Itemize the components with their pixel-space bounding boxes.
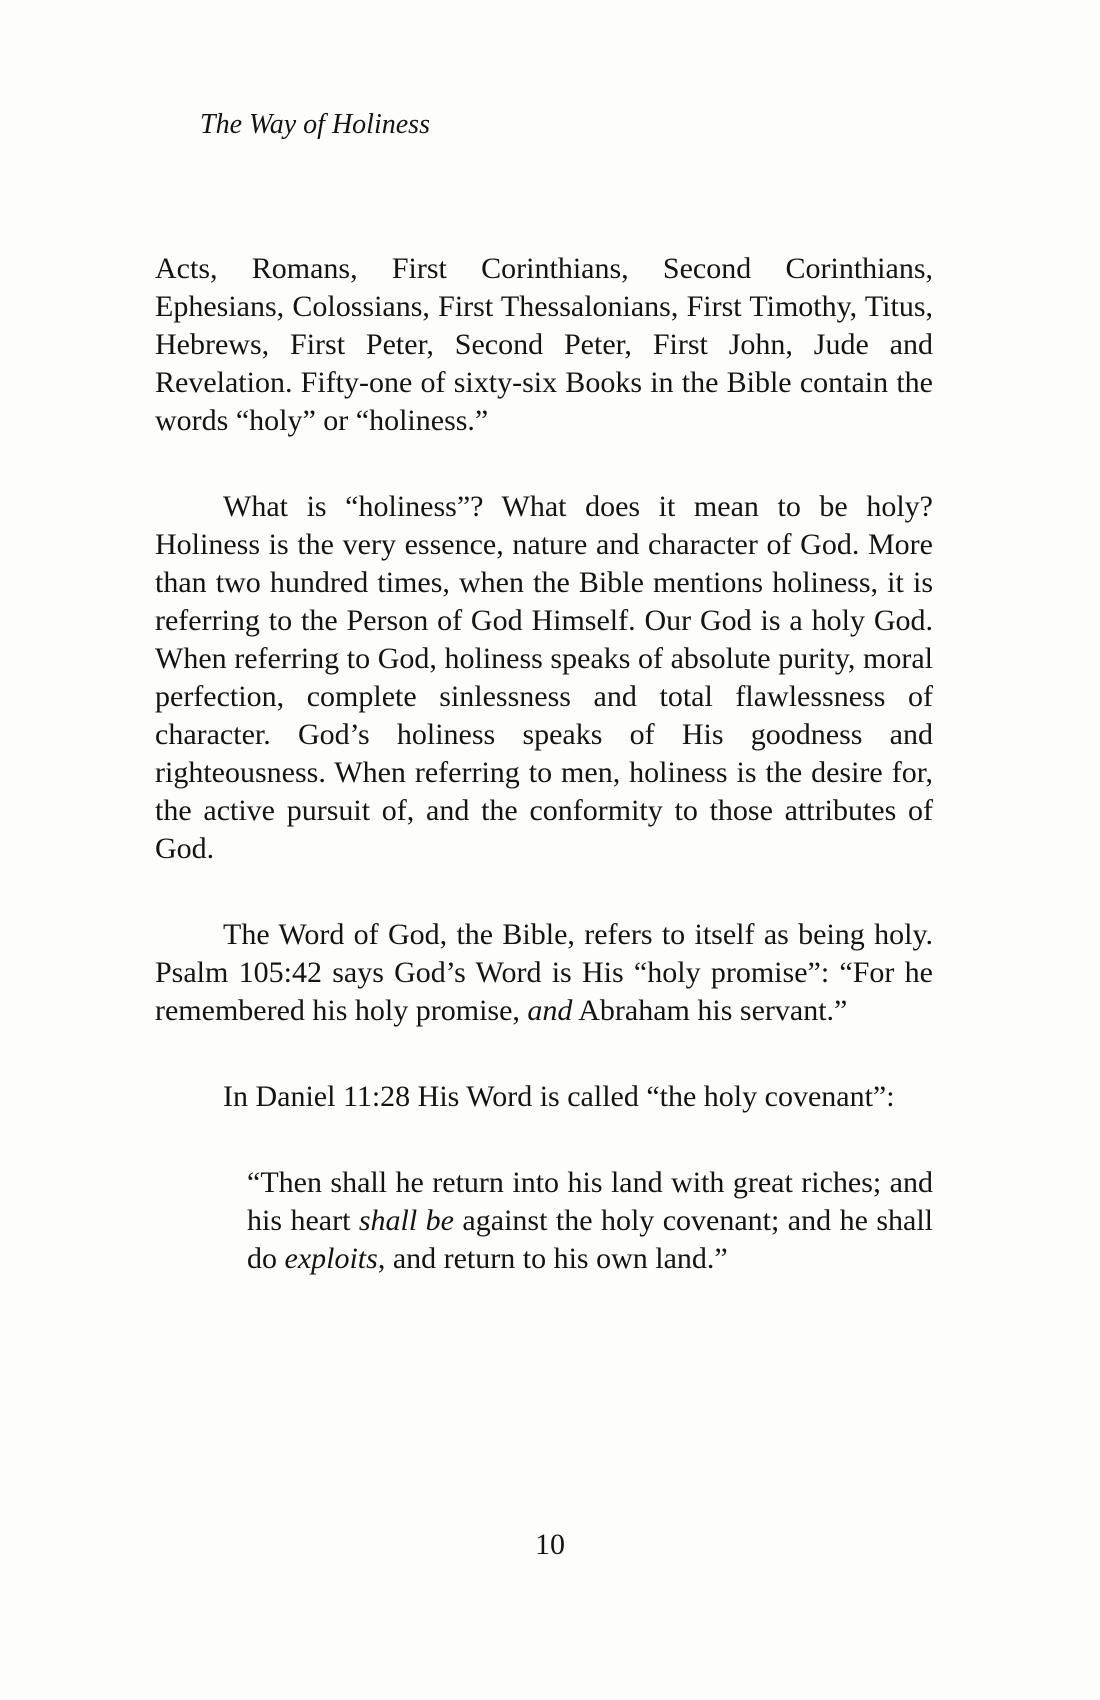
text-segment: What is “holiness”? What does it mean to be holy? Holiness is the very essence, nature and character of God. More than two hundred times, when the Bible mentions holiness, it is referring to the Person of God Himself. Our God is a holy God. When referring to God, holiness speaks of absolute purity, moral perfection, complete sinlessness and total flawlessness of character. God’s holiness speaks of His goodness and righteousness. When referring to men, holiness is the desire for, the active pursuit of, and the conformity to those attributes of God.: [155, 490, 933, 865]
paragraph: [155, 1078, 933, 1116]
text-segment: In Daniel 11:28 His Word is called “the holy covenant”:: [223, 1080, 895, 1113]
running-header: The Way of Holiness: [200, 109, 430, 140]
text-segment: Acts, Romans, First Corinthians, Second Corinthians, Ephesians, Colossians, First Thessalonians, First Timothy, Titus, Hebrews, First Peter, Second Peter, First John, Jude and Revelation. Fifty-one of sixty-six Books in the Bible contain the words “holy” or “holiness.”: [155, 252, 933, 437]
text-segment: “Then shall he return into his land with great riches; and his heart: [247, 1166, 933, 1237]
italic-text-segment: shall be: [358, 1204, 454, 1237]
italic-text-segment: and: [527, 994, 573, 1027]
italic-text-segment: exploits: [284, 1242, 378, 1275]
text-segment: The Word of God, the Bible, refers to itself as being holy. Psalm 105:42 says God’s Word is His “holy promise”: “For he remembered his holy promise,: [155, 918, 933, 1027]
block-quote: [247, 1164, 933, 1278]
paragraph: [155, 916, 933, 1030]
text-segment: against the holy covenant; and he shall do: [247, 1204, 933, 1275]
body-text-block: [155, 250, 933, 1326]
text-segment: , and return to his own land.”: [377, 1242, 728, 1275]
text-segment: Abraham his servant.”: [572, 994, 848, 1027]
paragraph: [155, 250, 933, 440]
paragraph: [155, 488, 933, 868]
page-number: 10: [535, 1528, 565, 1561]
